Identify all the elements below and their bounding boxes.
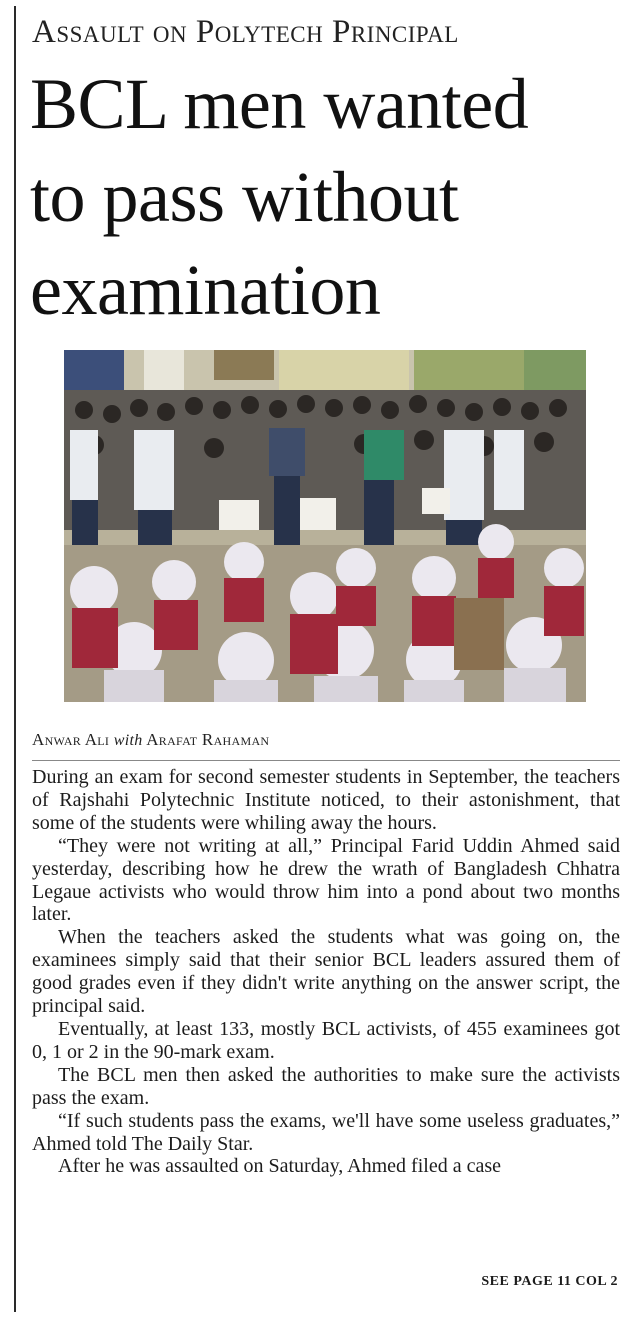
- column-rule: [14, 6, 16, 1312]
- headline-line-2: to pass without: [30, 157, 459, 237]
- byline-connector: with: [113, 732, 143, 749]
- story-body: [32, 766, 620, 1178]
- story-paragraph: When the teachers asked the students what was going on, the examinees simply said that their senior BCL leaders assured them of good grades even if they didn't write anything on the answer script, the principal said.: [32, 926, 620, 1018]
- kicker-headline: Assault on Polytech Principal: [32, 14, 459, 50]
- story-paragraph: “If such students pass the exams, we'll have some useless graduates,” Ahmed told The Daily Star.: [32, 1109, 620, 1155]
- story-paragraph: After he was assaulted on Saturday, Ahmed filed a case: [58, 1155, 501, 1178]
- byline-divider: [32, 760, 620, 761]
- byline-author: Anwar Ali: [32, 730, 110, 749]
- byline-coauthor: Arafat Rahaman: [146, 730, 270, 749]
- continued-jump-line[interactable]: SEE PAGE 11 COL 2: [481, 1274, 618, 1289]
- story-paragraph: “They were not writing at all,” Principal Farid Uddin Ahmed said yesterday, describing how he drew the wrath of Bangladesh Chhatra Legaue activists who would throw him into a pond about two months later.: [32, 834, 620, 926]
- headline-line-1: BCL men wanted: [30, 64, 529, 144]
- news-photo: [64, 350, 586, 702]
- main-headline: [30, 58, 620, 337]
- headline-line-3: examination: [30, 250, 381, 330]
- byline: [32, 730, 269, 750]
- story-paragraph: During an exam for second semester students in September, the teachers of Rajshahi Polytechnic Institute noticed, to their astonishment, that some of the students were whiling away the hours.: [32, 766, 620, 834]
- story-paragraph: Eventually, at least 133, mostly BCL activists, of 455 examinees got 0, 1 or 2 in the 90-mark exam.: [32, 1017, 620, 1063]
- story-paragraph: The BCL men then asked the authorities to make sure the activists pass the exam.: [32, 1063, 620, 1109]
